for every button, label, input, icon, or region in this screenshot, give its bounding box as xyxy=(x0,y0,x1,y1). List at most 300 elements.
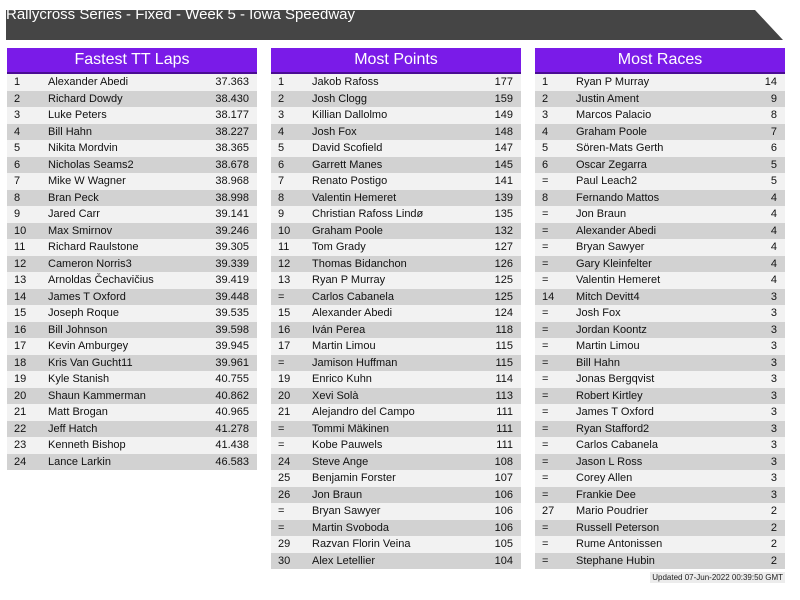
driver-name-cell: Shaun Kammerman xyxy=(48,389,146,402)
table-row xyxy=(7,256,257,273)
driver-name-cell: Josh Clogg xyxy=(312,92,368,105)
rank-cell: 5 xyxy=(542,142,549,154)
rank-cell: 19 xyxy=(278,373,291,385)
value-cell: 126 xyxy=(494,257,513,270)
driver-name-cell: Rume Antonissen xyxy=(576,538,663,550)
rank-cell: = xyxy=(542,175,549,187)
driver-name-cell: Graham Poole xyxy=(576,125,647,138)
value-cell: 9 xyxy=(770,92,777,105)
rank-cell: = xyxy=(542,241,549,253)
table-row xyxy=(535,536,785,553)
value-cell: 39.339 xyxy=(215,257,249,270)
driver-name-cell: Luke Peters xyxy=(48,109,107,121)
rank-cell: = xyxy=(278,290,285,303)
rank-cell: = xyxy=(542,554,549,567)
value-cell: 39.535 xyxy=(215,307,249,319)
table-row xyxy=(535,91,785,108)
rank-cell: 20 xyxy=(14,389,27,402)
driver-name-cell: Sören-Mats Gerth xyxy=(576,142,664,154)
value-cell: 3 xyxy=(770,373,777,385)
value-cell: 2 xyxy=(770,521,777,534)
driver-name-cell: Bryan Sawyer xyxy=(576,241,645,253)
value-cell: 41.438 xyxy=(215,439,249,451)
value-cell: 4 xyxy=(770,191,777,204)
rank-cell: 4 xyxy=(14,125,21,138)
rank-cell: 14 xyxy=(542,290,555,303)
rank-cell: 21 xyxy=(14,406,27,418)
most-points-header: Most Points xyxy=(271,48,521,74)
table-row xyxy=(535,256,785,273)
value-cell: 4 xyxy=(770,274,777,286)
rank-cell: 9 xyxy=(14,208,21,220)
driver-name-cell: Kevin Amburgey xyxy=(48,340,129,352)
value-cell: 7 xyxy=(770,125,777,138)
rank-cell: 5 xyxy=(278,142,285,154)
rank-cell: 10 xyxy=(14,224,27,237)
value-cell: 5 xyxy=(770,158,777,171)
driver-name-cell: Jason L Ross xyxy=(576,455,643,468)
table-row xyxy=(535,520,785,537)
driver-name-cell: Bill Johnson xyxy=(48,323,108,336)
table-row xyxy=(271,173,521,190)
value-cell: 39.141 xyxy=(215,208,249,220)
rank-cell: = xyxy=(542,472,549,484)
rank-cell: 4 xyxy=(278,125,285,138)
most-points-table xyxy=(271,74,521,569)
table-row xyxy=(271,107,521,124)
value-cell: 39.246 xyxy=(215,224,249,237)
rank-cell: = xyxy=(542,488,549,501)
value-cell: 3 xyxy=(770,389,777,402)
rank-cell: 24 xyxy=(14,455,27,468)
driver-name-cell: Robert Kirtley xyxy=(576,389,643,402)
table-row xyxy=(7,223,257,240)
value-cell: 14 xyxy=(764,76,777,88)
rank-cell: = xyxy=(542,422,549,435)
value-cell: 106 xyxy=(494,521,513,534)
value-cell: 127 xyxy=(494,241,513,253)
rank-cell: 6 xyxy=(14,158,21,171)
table-row xyxy=(7,421,257,438)
driver-name-cell: Martin Svoboda xyxy=(312,521,390,534)
driver-name-cell: Benjamin Forster xyxy=(312,472,396,484)
table-row xyxy=(271,437,521,454)
value-cell: 114 xyxy=(495,373,513,385)
table-row xyxy=(535,223,785,240)
rank-cell: 12 xyxy=(278,257,291,270)
rank-cell: 3 xyxy=(542,109,549,121)
driver-name-cell: Mario Poudrier xyxy=(576,505,649,517)
rank-cell: 22 xyxy=(14,422,27,435)
driver-name-cell: Kobe Pauwels xyxy=(312,439,383,451)
driver-name-cell: Jakob Rafoss xyxy=(312,76,379,88)
driver-name-cell: Tommi Mäkinen xyxy=(312,422,390,435)
driver-name-cell: Jeff Hatch xyxy=(48,422,98,435)
value-cell: 38.998 xyxy=(215,191,249,204)
value-cell: 115 xyxy=(495,356,513,369)
driver-name-cell: Jamison Huffman xyxy=(312,356,398,369)
rank-cell: 15 xyxy=(278,307,291,319)
table-row xyxy=(7,140,257,157)
driver-name-cell: Russell Peterson xyxy=(576,521,660,534)
rank-cell: 8 xyxy=(278,191,285,204)
fastest-tt-laps-header: Fastest TT Laps xyxy=(7,48,257,74)
value-cell: 38.177 xyxy=(215,109,249,121)
table-row xyxy=(271,124,521,141)
value-cell: 4 xyxy=(770,208,777,220)
driver-name-cell: Mitch Devitt4 xyxy=(576,290,640,303)
value-cell: 3 xyxy=(770,356,777,369)
rank-cell: 18 xyxy=(14,356,27,369)
rank-cell: = xyxy=(542,224,549,237)
value-cell: 46.583 xyxy=(215,455,249,468)
rank-cell: = xyxy=(542,406,549,418)
rank-cell: 12 xyxy=(14,257,27,270)
value-cell: 2 xyxy=(770,554,777,567)
table-row xyxy=(7,437,257,454)
table-row xyxy=(271,256,521,273)
rank-cell: 1 xyxy=(14,76,21,88)
rank-cell: 17 xyxy=(14,340,27,352)
value-cell: 3 xyxy=(770,340,777,352)
rank-cell: = xyxy=(278,521,285,534)
value-cell: 141 xyxy=(494,175,513,187)
driver-name-cell: Joseph Roque xyxy=(48,307,119,319)
rank-cell: = xyxy=(542,521,549,534)
most-races-table xyxy=(535,74,785,569)
value-cell: 4 xyxy=(770,257,777,270)
table-row xyxy=(271,421,521,438)
rank-cell: = xyxy=(542,455,549,468)
value-cell: 39.961 xyxy=(215,356,249,369)
rank-cell: 10 xyxy=(278,224,291,237)
value-cell: 38.365 xyxy=(215,142,249,154)
driver-name-cell: Max Smirnov xyxy=(48,224,113,237)
page-title: Rallycross Series - Fixed - Week 5 - Iowa Speedway xyxy=(6,6,356,23)
driver-name-cell: Lance Larkin xyxy=(48,455,111,468)
rank-cell: 9 xyxy=(278,208,285,220)
value-cell: 3 xyxy=(770,439,777,451)
table-row xyxy=(7,206,257,223)
value-cell: 39.448 xyxy=(215,290,249,303)
table-row xyxy=(7,355,257,372)
driver-name-cell: Corey Allen xyxy=(576,472,633,484)
rank-cell: 3 xyxy=(278,109,285,121)
value-cell: 108 xyxy=(494,455,513,468)
rank-cell: 3 xyxy=(14,109,21,121)
driver-name-cell: Alexander Abedi xyxy=(48,76,129,88)
table-row xyxy=(7,289,257,306)
rank-cell: = xyxy=(542,307,549,319)
driver-name-cell: Thomas Bidanchon xyxy=(312,257,407,270)
value-cell: 3 xyxy=(770,406,777,418)
rank-cell: 24 xyxy=(278,455,291,468)
table-row xyxy=(535,190,785,207)
rank-cell: 8 xyxy=(542,191,549,204)
rank-cell: 13 xyxy=(14,274,27,286)
rank-cell: 1 xyxy=(278,76,285,88)
rank-cell: = xyxy=(278,422,285,435)
driver-name-cell: Jonas Bergqvist xyxy=(576,373,655,385)
rank-cell: 17 xyxy=(278,340,291,352)
table-row xyxy=(7,124,257,141)
value-cell: 135 xyxy=(494,208,513,220)
driver-name-cell: James T Oxford xyxy=(576,406,654,418)
value-cell: 3 xyxy=(770,307,777,319)
driver-name-cell: Josh Fox xyxy=(576,307,621,319)
value-cell: 40.965 xyxy=(215,406,249,418)
driver-name-cell: Frankie Dee xyxy=(576,488,636,501)
driver-name-cell: Steve Ange xyxy=(312,455,369,468)
driver-name-cell: Razvan Florin Veina xyxy=(312,538,411,550)
most-races-header: Most Races xyxy=(535,48,785,74)
driver-name-cell: Carlos Cabanela xyxy=(312,290,394,303)
rank-cell: 26 xyxy=(278,488,291,501)
rank-cell: 6 xyxy=(278,158,285,171)
driver-name-cell: David Scofield xyxy=(312,142,383,154)
table-row xyxy=(7,91,257,108)
driver-name-cell: Richard Dowdy xyxy=(48,92,123,105)
value-cell: 147 xyxy=(494,142,513,154)
table-row xyxy=(271,388,521,405)
fastest-tt-laps-table xyxy=(7,74,257,470)
driver-name-cell: Oscar Zegarra xyxy=(576,158,647,171)
table-row xyxy=(7,157,257,174)
table-row xyxy=(271,239,521,256)
rank-cell: 1 xyxy=(542,76,549,88)
value-cell: 3 xyxy=(770,488,777,501)
driver-name-cell: Kris Van Gucht11 xyxy=(48,356,133,369)
most-races-panel xyxy=(535,48,785,569)
table-row xyxy=(271,503,521,520)
rank-cell: 6 xyxy=(542,158,549,171)
driver-name-cell: Ryan P Murray xyxy=(312,274,386,286)
value-cell: 104 xyxy=(494,554,513,567)
value-cell: 4 xyxy=(770,224,777,237)
value-cell: 106 xyxy=(494,488,513,501)
table-row xyxy=(535,404,785,421)
table-row xyxy=(7,190,257,207)
table-row xyxy=(535,239,785,256)
value-cell: 39.419 xyxy=(215,274,249,286)
driver-name-cell: Marcos Palacio xyxy=(576,109,652,121)
value-cell: 115 xyxy=(495,340,513,352)
value-cell: 3 xyxy=(770,455,777,468)
table-row xyxy=(7,74,257,91)
fastest-tt-laps-panel xyxy=(7,48,257,470)
table-row xyxy=(271,74,521,91)
driver-name-cell: Christian Rafoss Lindø xyxy=(312,208,424,220)
table-row xyxy=(535,338,785,355)
table-row xyxy=(535,454,785,471)
table-row xyxy=(535,272,785,289)
driver-name-cell: Alejandro del Campo xyxy=(312,406,415,418)
rank-cell: = xyxy=(542,257,549,270)
table-row xyxy=(271,520,521,537)
rank-cell: = xyxy=(542,340,549,352)
table-row xyxy=(7,107,257,124)
driver-name-cell: Stephane Hubin xyxy=(576,554,655,567)
driver-name-cell: Tom Grady xyxy=(312,241,366,253)
rank-cell: 7 xyxy=(14,175,21,187)
table-row xyxy=(535,421,785,438)
driver-name-cell: Garrett Manes xyxy=(312,158,383,171)
value-cell: 149 xyxy=(494,109,513,121)
rank-cell: 19 xyxy=(14,373,27,385)
table-row xyxy=(535,74,785,91)
table-row xyxy=(7,239,257,256)
rank-cell: 8 xyxy=(14,191,21,204)
rank-cell: 4 xyxy=(542,125,549,138)
driver-name-cell: Carlos Cabanela xyxy=(576,439,658,451)
rank-cell: 14 xyxy=(14,290,27,303)
rank-cell: 27 xyxy=(542,505,555,517)
value-cell: 3 xyxy=(770,323,777,336)
driver-name-cell: Gary Kleinfelter xyxy=(576,257,652,270)
rank-cell: = xyxy=(542,323,549,336)
table-row xyxy=(7,338,257,355)
rank-cell: = xyxy=(278,356,285,369)
driver-name-cell: Valentin Hemeret xyxy=(312,191,397,204)
value-cell: 38.678 xyxy=(215,158,249,171)
table-row xyxy=(535,305,785,322)
table-row xyxy=(7,404,257,421)
table-row xyxy=(535,206,785,223)
rank-cell: = xyxy=(278,505,285,517)
table-row xyxy=(7,322,257,339)
rank-cell: 20 xyxy=(278,389,291,402)
driver-name-cell: Kenneth Bishop xyxy=(48,439,126,451)
table-row xyxy=(535,470,785,487)
driver-name-cell: Jared Carr xyxy=(48,208,100,220)
value-cell: 40.862 xyxy=(215,389,249,402)
table-row xyxy=(7,454,257,471)
value-cell: 39.945 xyxy=(215,340,249,352)
value-cell: 8 xyxy=(770,109,777,121)
driver-name-cell: Alexander Abedi xyxy=(576,224,657,237)
driver-name-cell: Mike W Wagner xyxy=(48,175,126,187)
rank-cell: = xyxy=(542,439,549,451)
table-row xyxy=(271,553,521,570)
driver-name-cell: Alex Letellier xyxy=(312,554,375,567)
rank-cell: 11 xyxy=(14,241,26,253)
rank-cell: = xyxy=(542,274,549,286)
table-row xyxy=(535,322,785,339)
driver-name-cell: Bran Peck xyxy=(48,191,99,204)
value-cell: 5 xyxy=(770,175,777,187)
value-cell: 38.430 xyxy=(215,92,249,105)
most-points-panel xyxy=(271,48,521,569)
driver-name-cell: Enrico Kuhn xyxy=(312,373,372,385)
table-row xyxy=(7,272,257,289)
table-row xyxy=(535,140,785,157)
rank-cell: 5 xyxy=(14,142,21,154)
rank-cell: 2 xyxy=(542,92,549,105)
value-cell: 111 xyxy=(496,422,513,435)
rank-cell: 16 xyxy=(14,323,27,336)
table-row xyxy=(535,173,785,190)
table-row xyxy=(535,503,785,520)
driver-name-cell: Killian Dallolmo xyxy=(312,109,388,121)
driver-name-cell: Fernando Mattos xyxy=(576,191,660,204)
table-row xyxy=(535,355,785,372)
rank-cell: = xyxy=(542,373,549,385)
table-row xyxy=(271,157,521,174)
rank-cell: = xyxy=(278,439,285,451)
table-row xyxy=(271,289,521,306)
driver-name-cell: Matt Brogan xyxy=(48,406,108,418)
value-cell: 37.363 xyxy=(215,76,249,88)
driver-name-cell: Ryan P Murray xyxy=(576,76,650,88)
value-cell: 148 xyxy=(494,125,513,138)
rank-cell: = xyxy=(542,208,549,220)
driver-name-cell: Graham Poole xyxy=(312,224,383,237)
table-row xyxy=(535,289,785,306)
table-row xyxy=(7,305,257,322)
driver-name-cell: Cameron Norris3 xyxy=(48,257,132,270)
driver-name-cell: Jon Braun xyxy=(312,488,363,501)
driver-name-cell: Nikita Mordvin xyxy=(48,142,118,154)
table-row xyxy=(535,124,785,141)
table-row xyxy=(271,338,521,355)
rank-cell: 11 xyxy=(278,241,290,253)
value-cell: 38.227 xyxy=(215,125,249,138)
value-cell: 125 xyxy=(494,274,513,286)
value-cell: 113 xyxy=(495,389,513,402)
value-cell: 3 xyxy=(770,422,777,435)
driver-name-cell: Arnoldas Čechavičius xyxy=(48,274,154,286)
table-row xyxy=(271,223,521,240)
table-row xyxy=(535,388,785,405)
rank-cell: 13 xyxy=(278,274,291,286)
value-cell: 132 xyxy=(494,224,513,237)
table-row xyxy=(271,404,521,421)
table-row xyxy=(271,190,521,207)
driver-name-cell: Xevi Solà xyxy=(312,389,359,402)
table-row xyxy=(271,91,521,108)
table-row xyxy=(271,487,521,504)
value-cell: 2 xyxy=(770,505,777,517)
driver-name-cell: Kyle Stanish xyxy=(48,373,110,385)
table-row xyxy=(535,157,785,174)
value-cell: 111 xyxy=(496,439,513,451)
value-cell: 2 xyxy=(770,538,777,550)
table-row xyxy=(535,487,785,504)
rank-cell: 15 xyxy=(14,307,27,319)
table-row xyxy=(7,388,257,405)
driver-name-cell: Bill Hahn xyxy=(576,356,621,369)
value-cell: 177 xyxy=(494,76,513,88)
value-cell: 3 xyxy=(770,290,777,303)
value-cell: 139 xyxy=(494,191,513,204)
driver-name-cell: Iván Perea xyxy=(312,323,366,336)
driver-name-cell: Alexander Abedi xyxy=(312,307,393,319)
value-cell: 40.755 xyxy=(215,373,249,385)
driver-name-cell: Justin Ament xyxy=(576,92,639,105)
value-cell: 145 xyxy=(494,158,513,171)
value-cell: 39.598 xyxy=(215,323,249,336)
table-row xyxy=(271,322,521,339)
value-cell: 107 xyxy=(494,472,513,484)
table-row xyxy=(7,173,257,190)
driver-name-cell: Jon Braun xyxy=(576,208,627,220)
driver-name-cell: Bill Hahn xyxy=(48,125,93,138)
value-cell: 111 xyxy=(496,406,513,418)
value-cell: 41.278 xyxy=(215,422,249,435)
value-cell: 105 xyxy=(494,538,513,550)
rank-cell: 23 xyxy=(14,439,27,451)
rank-cell: 29 xyxy=(278,538,291,550)
